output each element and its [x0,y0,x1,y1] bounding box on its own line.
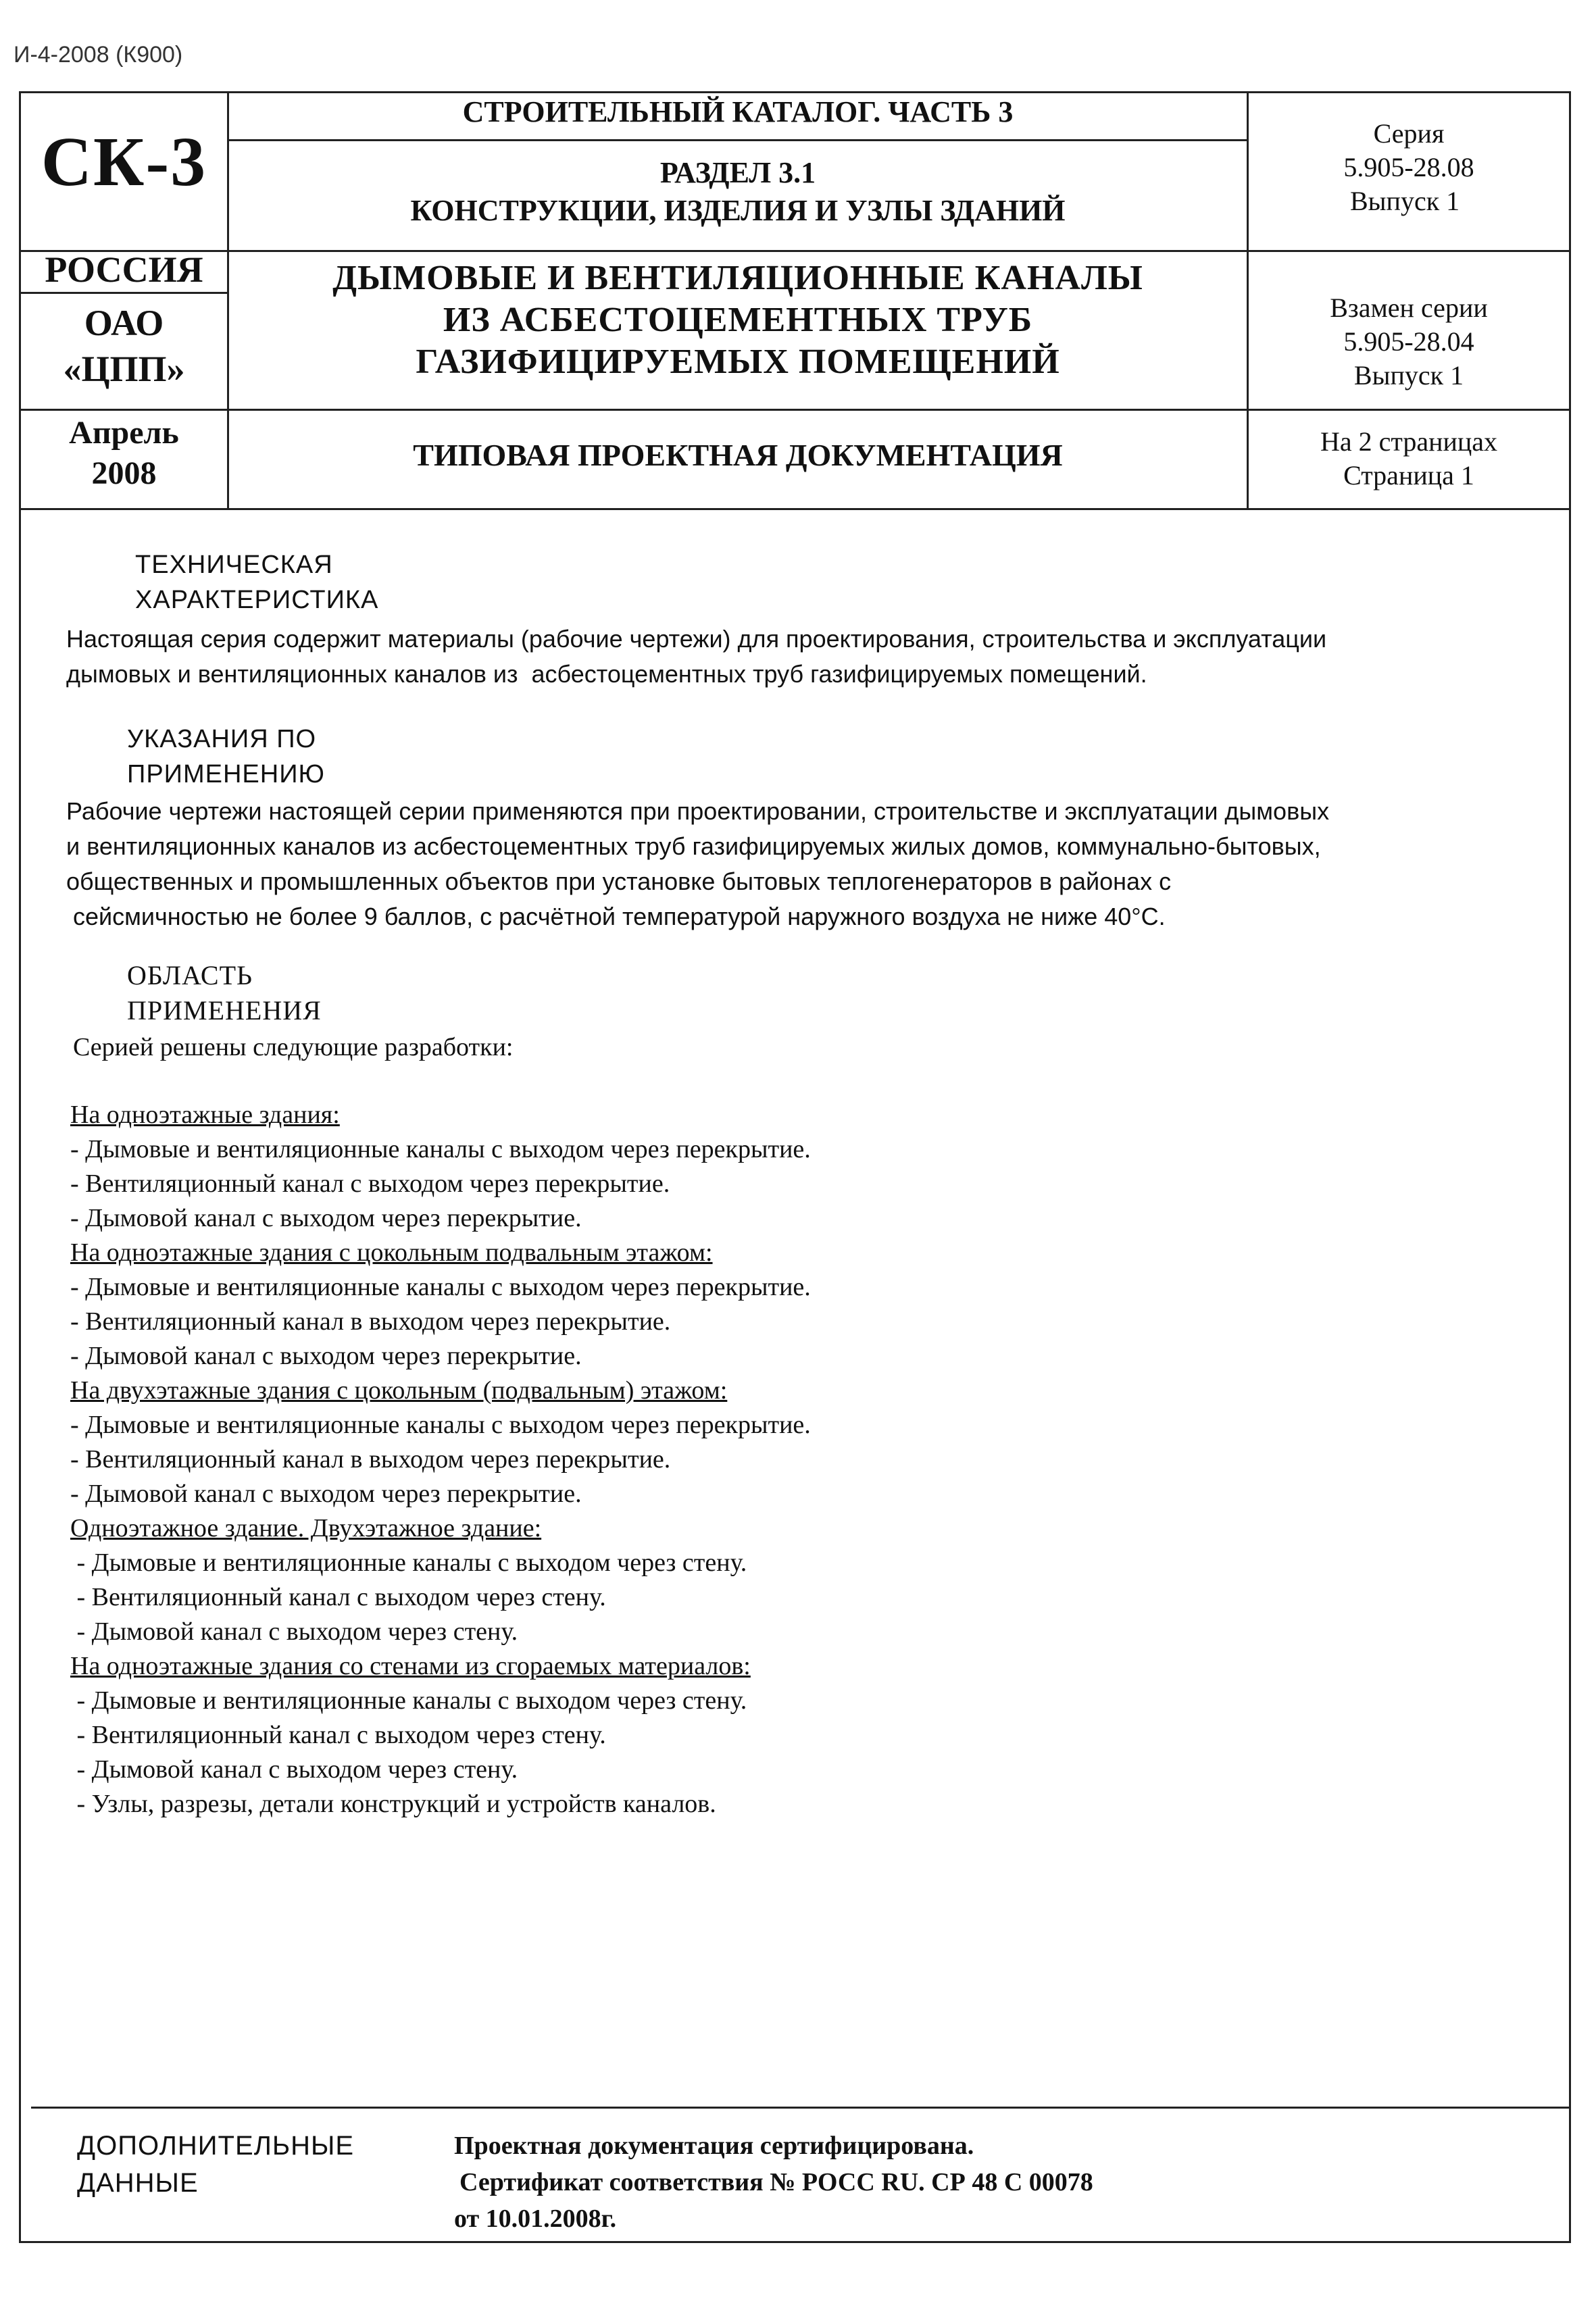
list-item: - Дымовой канал с выходом через перекрытие. [70,1204,582,1232]
tech-heading-line-2: ХАРАКТЕРИСТИКА [135,586,379,614]
replaces-number: 5.905-28.04 [1343,326,1474,357]
list-item: - Дымовые и вентиляционные каналы с выходом через стену. [70,1549,747,1577]
section-title: КОНСТРУКЦИИ, ИЗДЕЛИЯ И УЗЛЫ ЗДАНИЙ [410,194,1066,227]
list-item: - Вентиляционный канал в выходом через перекрытие. [70,1307,671,1336]
certificate-line-1: Проектная документация сертифицирована. [454,2132,974,2160]
additional-heading-line-2: ДАННЫЕ [77,2168,199,2198]
scope-heading-line-1: ОБЛАСТЬ [127,960,253,990]
replaces-issue: Выпуск 1 [1353,360,1464,391]
page-current: Страница 1 [1343,460,1474,491]
org-name: «ЦПП» [63,349,185,389]
catalog-logo: СК-3 [41,123,207,201]
list-item: Одноэтажное здание. Двухэтажное здание: [70,1514,542,1542]
series-label: Серия [1373,118,1445,149]
tech-text-line-2: дымовых и вентиляционных каналов из асбестоцементных труб газифицируемых помещений. [66,660,1147,688]
list-item: На одноэтажные здания: [70,1101,340,1129]
documentation-type: ТИПОВАЯ ПРОЕКТНАЯ ДОКУМЕНТАЦИЯ [413,438,1063,472]
list-item: На двухэтажные здания с цокольным (подвальным) этажом: [70,1376,728,1405]
usage-text-line-4: сейсмичностью не более 9 баллов, с расчётной температурой наружного воздуха не ниже 40°С. [66,903,1166,930]
header-rule-2 [19,409,1571,411]
certificate-line-2: Сертификат соответствия № РОСС RU. СР 48 С 00078 [459,2168,1093,2196]
org-type: ОАО [84,303,164,343]
scope-heading-line-2: ПРИМЕНЕНИЯ [127,995,322,1026]
scope-list [70,1098,811,1821]
certificate-date: от 10.01.2008г. [454,2205,617,2233]
release-year: 2008 [91,455,157,491]
header-rule-country [19,292,227,294]
series-issue: Выпуск 1 [1350,186,1460,216]
country: РОССИЯ [45,249,203,290]
list-item: - Дымовые и вентиляционные каналы с выходом через стену. [70,1686,747,1715]
usage-text-line-2: и вентиляционных каналов из асбестоцементных труб газифицируемых жилых домов, коммунально-бытовых, [66,832,1321,860]
list-item: - Дымовой канал с выходом через стену. [70,1755,518,1784]
list-item: - Дымовые и вентиляционные каналы с выходом через перекрытие. [70,1411,811,1439]
list-item: - Вентиляционный канал в выходом через перекрытие. [70,1445,671,1474]
series-number: 5.905-28.08 [1343,152,1474,182]
usage-text-line-3: общественных и промышленных объектов при установке бытовых теплогенераторов в районах с [66,867,1172,895]
list-item: - Вентиляционный канал с выходом через стену. [70,1721,606,1749]
usage-heading-line-1: УКАЗАНИЯ ПО [127,725,317,753]
scope-intro: Серией решены следующие разработки: [73,1033,514,1061]
list-item: На одноэтажные здания с цокольным подвальным этажом: [70,1238,713,1267]
header-rule-1 [19,250,1571,252]
header-rule-catalog [227,139,1247,141]
tech-text-line-1: Настоящая серия содержит материалы (рабочие чертежи) для проектирования, строительства и эксплуатации [66,625,1327,653]
catalog-part-title: СТРОИТЕЛЬНЫЙ КАТАЛОГ. ЧАСТЬ 3 [462,95,1014,128]
list-item: - Дымовой канал с выходом через стену. [70,1617,518,1646]
tech-heading-line-1: ТЕХНИЧЕСКАЯ [135,551,333,579]
list-item: - Дымовой канал с выходом через перекрытие. [70,1342,582,1370]
additional-heading-line-1: ДОПОЛНИТЕЛЬНЫЕ [77,2131,355,2161]
list-item: - Дымовой канал с выходом через перекрытие. [70,1480,582,1508]
list-item: - Вентиляционный канал с выходом через стену. [70,1583,606,1611]
document-title-line-1: ДЫМОВЫЕ И ВЕНТИЛЯЦИОННЫЕ КАНАЛЫ [332,259,1143,297]
list-item: - Узлы, разрезы, детали конструкций и устройств каналов. [70,1790,716,1818]
header-rule-3 [19,508,1571,510]
replaces-label: Взамен серии [1330,293,1488,323]
footer-rule [31,2107,1571,2109]
release-month: Апрель [69,415,179,451]
section-number: РАЗДЕЛ 3.1 [659,156,816,189]
list-item: - Дымовые и вентиляционные каналы с выходом через перекрытие. [70,1135,811,1163]
document-title-line-3: ГАЗИФИЦИРУЕМЫХ ПОМЕЩЕНИЙ [416,343,1060,381]
list-item: - Дымовые и вентиляционные каналы с выходом через перекрытие. [70,1273,811,1301]
list-item: - Вентиляционный канал с выходом через перекрытие. [70,1169,670,1198]
document-title-line-2: ИЗ АСБЕСТОЦЕМЕНТНЫХ ТРУБ [443,301,1033,339]
document-code: И-4-2008 (К900) [14,42,183,68]
list-item: На одноэтажные здания со стенами из сгораемых материалов: [70,1652,751,1680]
usage-heading-line-2: ПРИМЕНЕНИЮ [127,760,325,788]
usage-text-line-1: Рабочие чертежи настоящей серии применяются при проектировании, строительстве и эксплуатации дымовых [66,797,1330,825]
pages-total: На 2 страницах [1320,426,1498,457]
